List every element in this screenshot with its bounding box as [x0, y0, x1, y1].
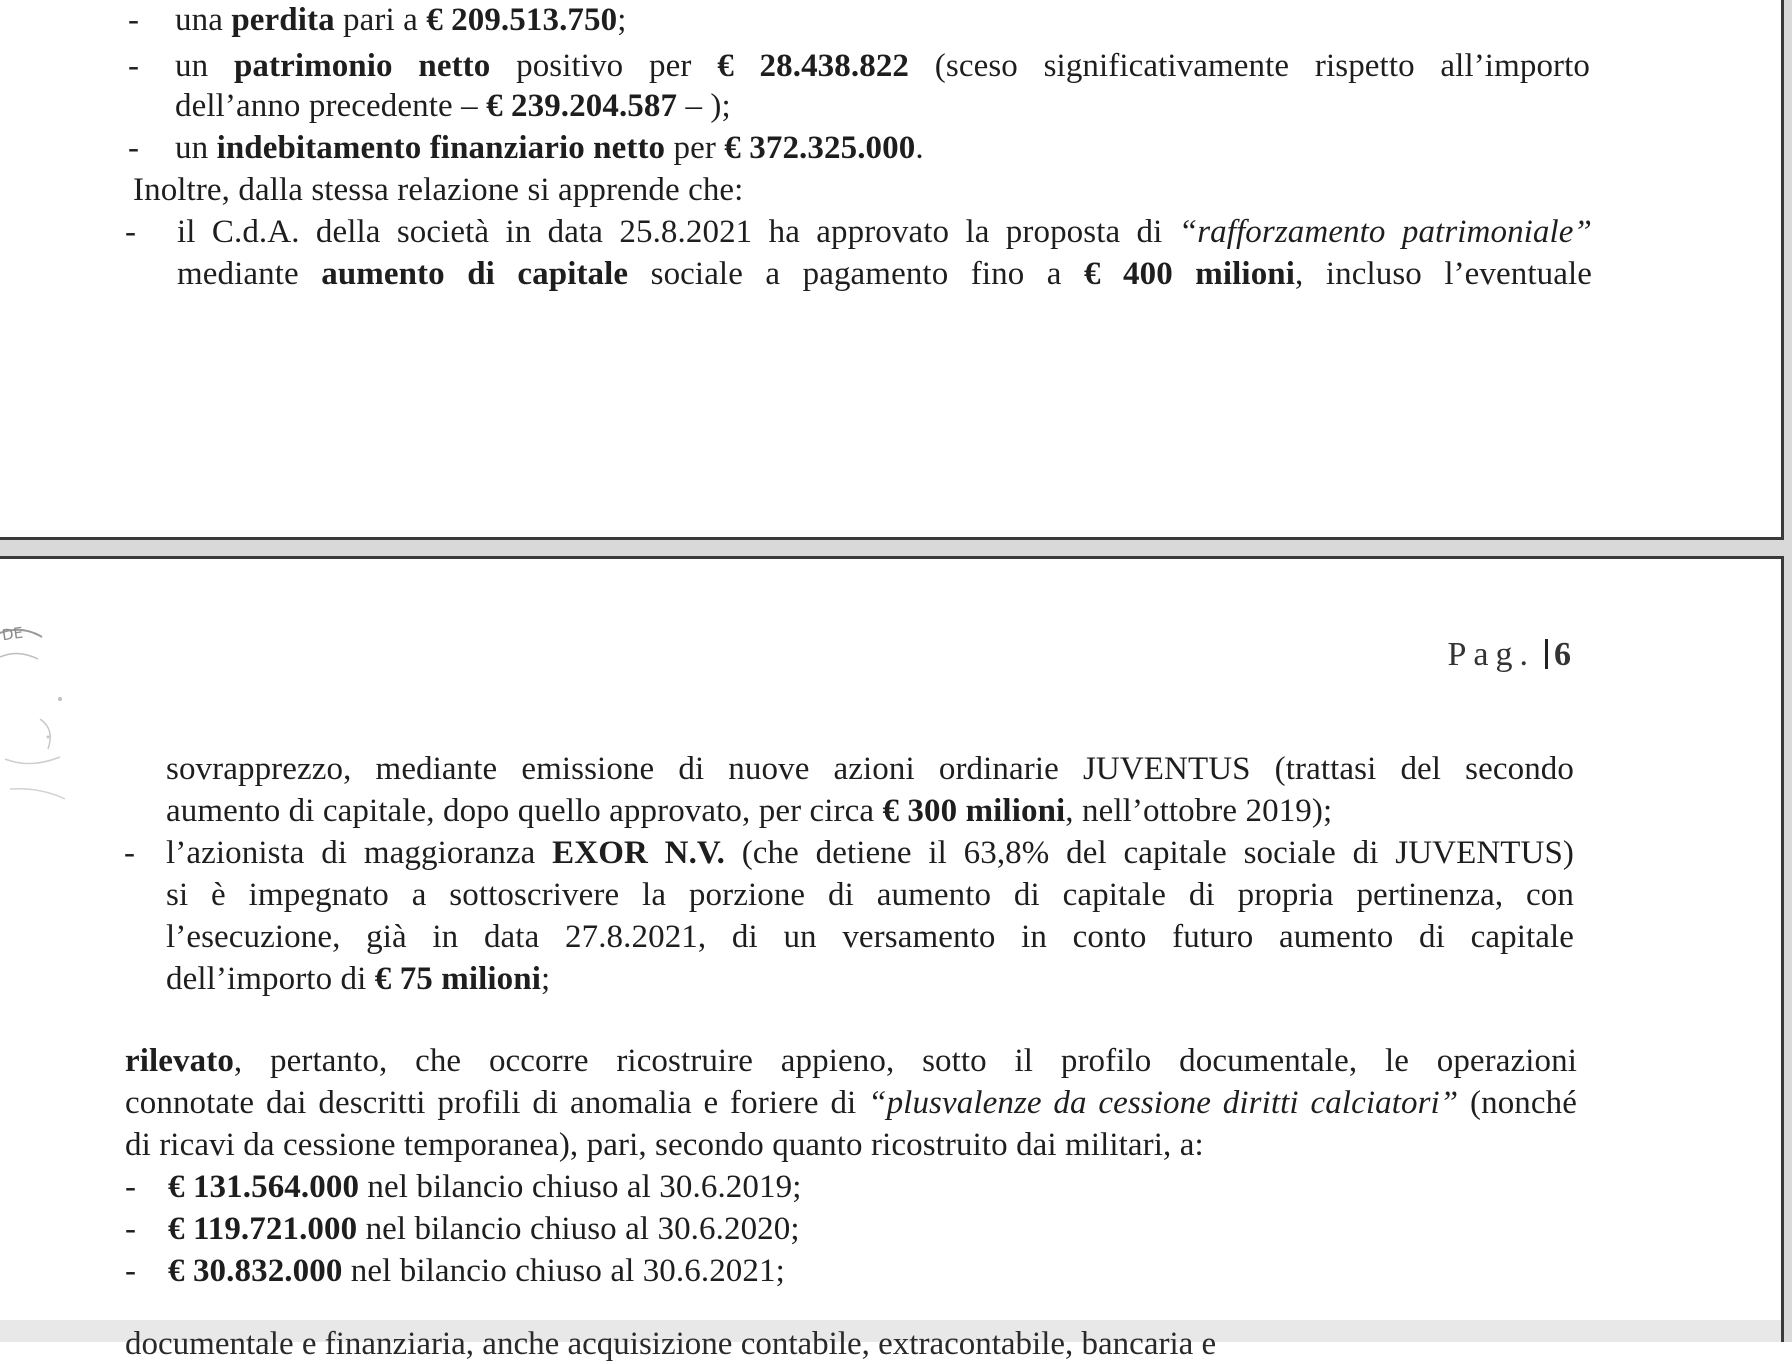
- bullet-exor-line1: l’azionista di maggioranza EXOR N.V. (che detiene il 63,8% del capitale sociale di JUVENTUS): [166, 835, 1574, 871]
- bullet-dash: -: [124, 835, 135, 871]
- bullet-indebitamento: un indebitamento finanziario netto per € 372.325.000.: [175, 130, 924, 166]
- paragraph-rilevato-line3: di ricavi da cessione temporanea), pari, secondo quanto ricostruito dai militari, a:: [125, 1127, 1204, 1163]
- bullet-cda-line2: mediante aumento di capitale sociale a pagamento fino a € 400 milioni, incluso l’eventuale: [177, 256, 1593, 292]
- stamp-icon: [0, 619, 100, 819]
- page-number-divider: [1545, 639, 1548, 669]
- continuation-line2: aumento di capitale, dopo quello approvato, per circa € 300 milioni, nell’ottobre 2019);: [166, 793, 1333, 829]
- bullet-exor-line3: l’esecuzione, già in data 27.8.2021, di un versamento in conto futuro aumento di capitale: [166, 919, 1574, 955]
- paragraph-rilevato-line1: rilevato, pertanto, che occorre ricostruire appieno, sotto il profilo documentale, le operazioni: [125, 1043, 1577, 1079]
- stamp-label: DE: [0, 623, 25, 645]
- page-previous: [0, 0, 1784, 540]
- amount-item-2019: € 131.564.000 nel bilancio chiuso al 30.6.2019;: [168, 1169, 802, 1205]
- cutoff-strip: [0, 1320, 1781, 1362]
- amount-item-2021: € 30.832.000 nel bilancio chiuso al 30.6.2021;: [168, 1253, 785, 1289]
- bullet-exor-line4: dell’importo di € 75 milioni;: [166, 961, 551, 997]
- bullet-dash: -: [125, 1169, 136, 1205]
- bullet-dash: -: [125, 1253, 136, 1289]
- bullet-dash: -: [125, 214, 136, 250]
- intro-text: Inoltre, dalla stessa relazione si apprende che:: [133, 172, 744, 208]
- page-6: [0, 556, 1784, 1362]
- bullet-patrimonio-line2: dell’anno precedente – € 239.204.587 – );: [175, 88, 731, 124]
- bullet-dash: -: [125, 1211, 136, 1247]
- bullet-perdita: una perdita pari a € 209.513.750;: [175, 2, 627, 38]
- page-label: Pag.: [1447, 636, 1535, 673]
- bullet-cda-line1: il C.d.A. della società in data 25.8.2021 ha approvato la proposta di “rafforzamento patrimoniale”: [177, 214, 1593, 250]
- paragraph-rilevato-line2: connotate dai descritti profili di anomalia e foriere di “plusvalenze da cessione diritti calciatori” (nonché: [125, 1085, 1578, 1121]
- stamp-mark: [0, 619, 100, 819]
- bullet-exor-line2: si è impegnato a sottoscrivere la porzione di aumento di capitale di propria pertinenza, con: [166, 877, 1574, 913]
- continuation-line1: sovrapprezzo, mediante emissione di nuove azioni ordinarie JUVENTUS (trattasi del secondo: [166, 751, 1574, 787]
- bullet-patrimonio-line1: un patrimonio netto positivo per € 28.438.822 (sceso significativamente rispetto all’importo: [175, 48, 1590, 84]
- page-number-value: 6: [1554, 636, 1571, 673]
- amount-item-2020: € 119.721.000 nel bilancio chiuso al 30.6.2020;: [168, 1211, 800, 1247]
- bullet-dash: -: [128, 48, 139, 84]
- page-number: [1448, 635, 1572, 675]
- bullet-dash: -: [128, 2, 139, 38]
- cutoff-line: documentale e finanziaria, anche acquisizione contabile, extracontabile, bancaria e: [125, 1326, 1217, 1362]
- bullet-dash: -: [128, 130, 139, 166]
